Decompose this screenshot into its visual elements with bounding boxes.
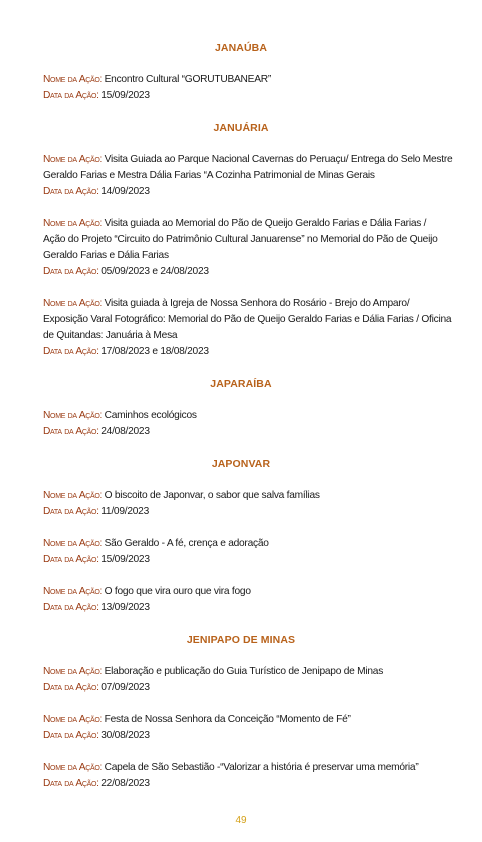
- action-name-label: Nome da Ação:: [43, 714, 103, 725]
- action-entry: [43, 296, 452, 360]
- action-entry: [43, 584, 443, 616]
- action-name-continued: de Quitandas: Januária à Mesa: [43, 330, 178, 341]
- city-heading-japonvar: JAPONVAR: [211, 458, 271, 470]
- action-date: 17/08/2023 e 18/08/2023: [101, 346, 209, 357]
- action-date: 05/09/2023 e 24/08/2023: [101, 266, 209, 277]
- action-name-label: Nome da Ação:: [43, 762, 103, 773]
- action-date-label: Data da Ação:: [43, 266, 99, 277]
- action-date-label: Data da Ação:: [43, 506, 99, 517]
- action-name-label: Nome da Ação:: [43, 298, 103, 309]
- action-entry: [43, 664, 443, 696]
- action-date: 07/09/2023: [101, 682, 150, 693]
- action-entry: [43, 408, 443, 440]
- action-date-label: Data da Ação:: [43, 186, 99, 197]
- action-date: 14/09/2023: [101, 186, 150, 197]
- action-date-label: Data da Ação:: [43, 778, 99, 789]
- action-name-label: Nome da Ação:: [43, 586, 103, 597]
- action-date-label: Data da Ação:: [43, 682, 99, 693]
- action-name: Visita Guiada ao Parque Nacional Cavernas do Peruaçu/ Entrega do Selo Mestre: [104, 154, 453, 165]
- city-heading-japaraiba: JAPARAÍBA: [210, 378, 272, 390]
- action-date: 13/09/2023: [101, 602, 150, 613]
- action-name-label: Nome da Ação:: [43, 490, 103, 501]
- action-name-continued: Ação do Projeto “Circuito do Patrimônio Cultural Januarense” no Memorial do Pão de Queijo: [43, 234, 438, 245]
- action-entry: [43, 760, 443, 792]
- action-date: 15/09/2023: [101, 554, 150, 565]
- action-name: Elaboração e publicação do Guia Turístico de Jenipapo de Minas: [104, 666, 384, 677]
- action-name: Capela de São Sebastião -“Valorizar a história é preservar uma memória”: [104, 762, 419, 773]
- action-name: Festa de Nossa Senhora da Conceição “Momento de Fé”: [104, 714, 351, 725]
- action-date: 15/09/2023: [101, 90, 150, 101]
- action-date-label: Data da Ação:: [43, 730, 99, 741]
- action-name-label: Nome da Ação:: [43, 154, 103, 165]
- action-name-continued: Geraldo Farias e Mestra Dália Farias “A Cozinha Patrimonial de Minas Gerais: [43, 170, 375, 181]
- action-date-label: Data da Ação:: [43, 90, 99, 101]
- action-date: 22/08/2023: [101, 778, 150, 789]
- action-name-label: Nome da Ação:: [43, 666, 103, 677]
- action-date-label: Data da Ação:: [43, 346, 99, 357]
- action-date-label: Data da Ação:: [43, 554, 99, 565]
- city-heading-janauba: JANAÚBA: [214, 42, 268, 54]
- action-date-label: Data da Ação:: [43, 602, 99, 613]
- action-name: Visita guiada à Igreja de Nossa Senhora do Rosário - Brejo do Amparo/: [104, 298, 410, 309]
- page-number: 49: [235, 815, 247, 826]
- action-name-label: Nome da Ação:: [43, 74, 103, 85]
- action-name: Encontro Cultural “GORUTUBANEAR”: [104, 74, 271, 85]
- action-date: 11/09/2023: [101, 506, 149, 517]
- action-name: Caminhos ecológicos: [104, 410, 197, 421]
- action-entry: [43, 712, 443, 744]
- action-name: O biscoito de Japonvar, o sabor que salva famílias: [104, 490, 320, 501]
- action-date-label: Data da Ação:: [43, 426, 99, 437]
- city-heading-jenipapo-de-minas: JENIPAPO DE MINAS: [186, 634, 296, 646]
- city-heading-januaria: JANUÁRIA: [213, 122, 269, 134]
- action-date: 30/08/2023: [101, 730, 150, 741]
- action-name-label: Nome da Ação:: [43, 410, 103, 421]
- action-entry: [43, 488, 443, 520]
- action-entry: [43, 536, 443, 568]
- action-name-continued: Geraldo Farias e Dália Farias: [43, 250, 169, 261]
- action-name: O fogo que vira ouro que vira fogo: [104, 586, 251, 597]
- action-entry: [43, 216, 443, 280]
- action-name-label: Nome da Ação:: [43, 538, 103, 549]
- action-entry: [43, 72, 443, 104]
- action-name: São Geraldo - A fé, crença e adoração: [104, 538, 269, 549]
- action-name: Visita guiada ao Memorial do Pão de Queijo Geraldo Farias e Dália Farias /: [104, 218, 427, 229]
- action-date: 24/08/2023: [101, 426, 150, 437]
- action-entry: [43, 152, 453, 200]
- action-name-label: Nome da Ação:: [43, 218, 103, 229]
- action-name-continued: Exposição Varal Fotográfico: Memorial do Pão de Queijo Geraldo Farias e Dália Farias / Oficina: [43, 314, 452, 325]
